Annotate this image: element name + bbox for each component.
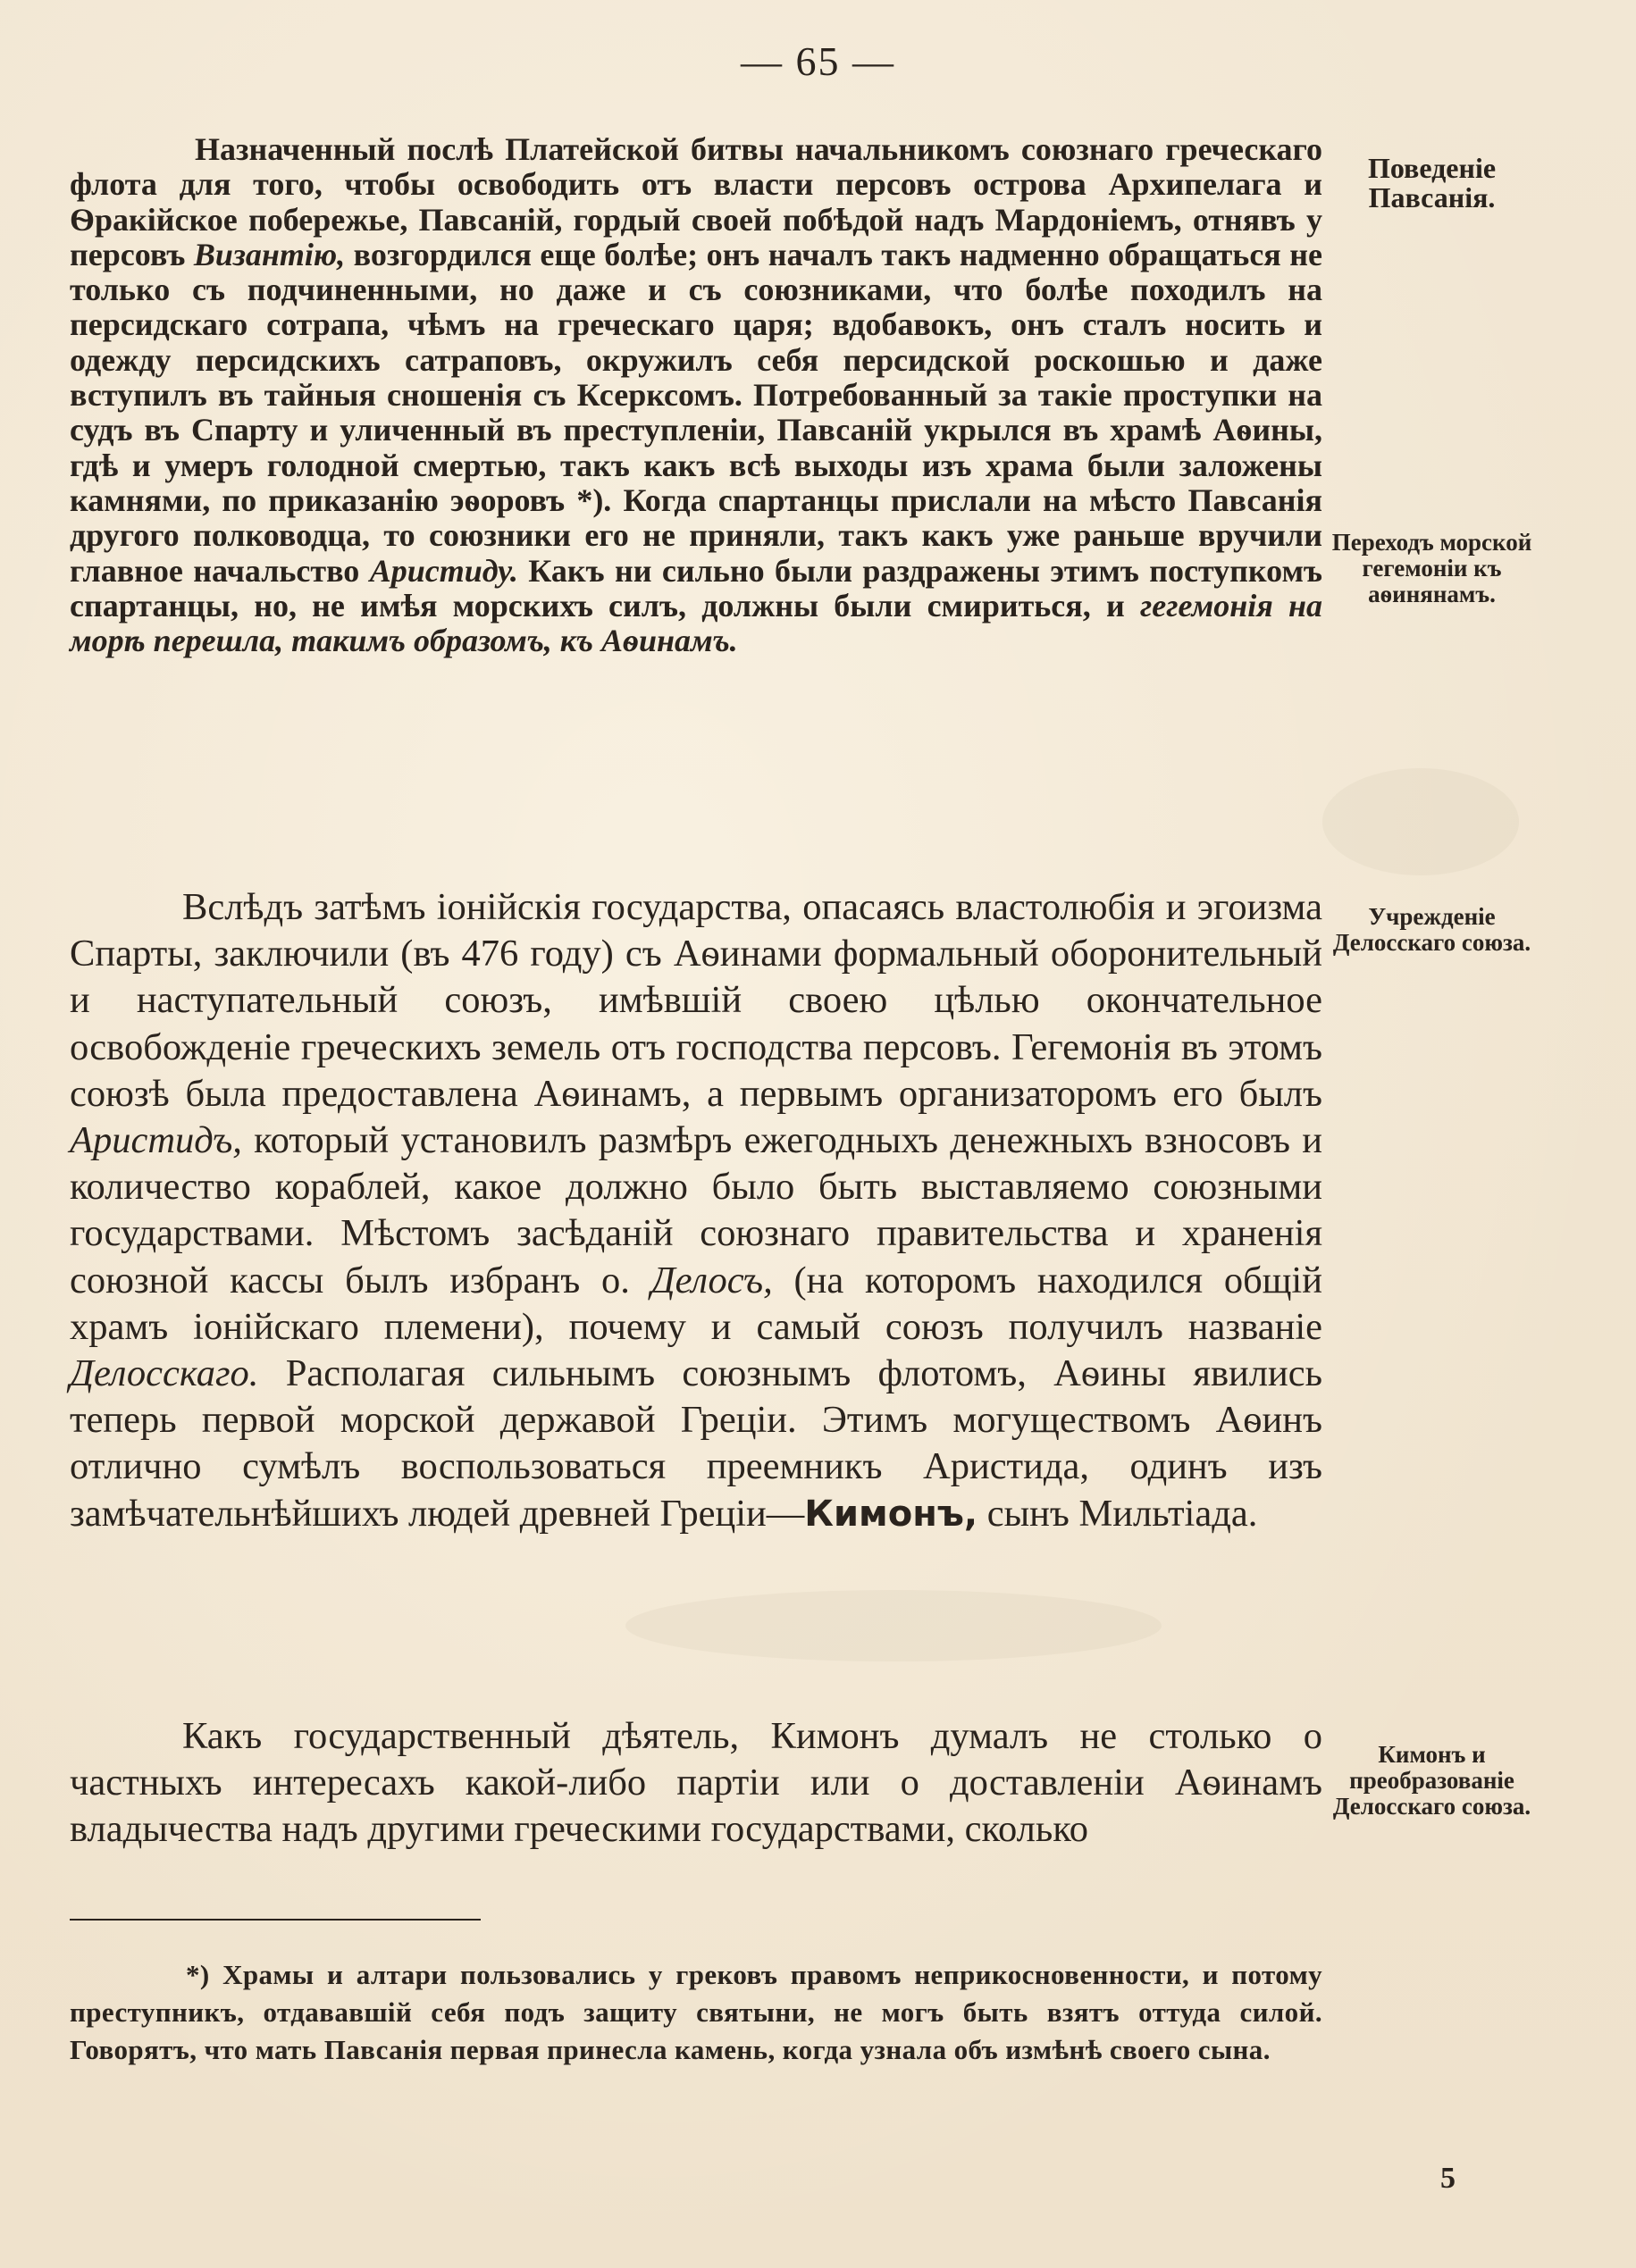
paper-stain	[1322, 768, 1519, 875]
text-run: который установилъ размѣръ ежегодныхъ денежныхъ взносовъ и количество кораблей, какое должно было быть выставляемо союзными государствами. Мѣстомъ засѣданій союзнаго правительства и храненія союзной кассы былъ избранъ о.	[70, 1119, 1322, 1301]
italic-term: Аристиду.	[369, 552, 518, 589]
footnote: *) Храмы и алтари пользовались у грековъ правомъ неприкосновенности, и потому преступникъ, отдававшій себя подъ защиту святыни, не могъ быть взятъ оттуда силой. Говорятъ, что мать Павсанія первая принесла камень, когда узнала объ измѣнѣ своего сына.	[70, 1959, 1322, 2065]
text-run: Назначенный послѣ Платейской битвы начальникомъ союзнаго греческаго флота для того, чтобы освободить отъ власти персовъ острова Архипелага и Ѳракійское побережье, Павсаній, гордый своей побѣдой надъ Мардоніемъ, отнявъ у персовъ	[70, 131, 1322, 272]
paragraph-kimon: Какъ государственный дѣятель, Кимонъ думалъ не столько о частныхъ интересахъ какой-либо партіи или о доставленіи Аѳинамъ владычества надъ другими греческими государствами, сколько	[70, 1715, 1322, 1850]
margin-note-delian-league: Учрежденіе Делосскаго союза.	[1332, 903, 1531, 956]
italic-term: Византію,	[193, 236, 346, 272]
italic-term: Аристидъ,	[70, 1119, 242, 1162]
paragraph-delian-league	[70, 884, 1322, 1537]
text-run: (на которомъ находился общій храмъ іонійскаго племени), почему и самый союзъ получилъ названіе	[70, 1259, 1322, 1348]
margin-note-hegemony: Переходъ морской гегемоніи къ аѳинянамъ.	[1331, 529, 1532, 607]
italic-term: Делосскаго.	[70, 1352, 259, 1395]
text-run: сынъ Мильтіада.	[977, 1492, 1258, 1535]
signature-mark: 5	[1440, 2162, 1456, 2195]
italic-term: Делосъ,	[650, 1259, 773, 1301]
footnote-rule	[70, 1919, 481, 1921]
italic-term: гегемонія на морѣ перешла, такимъ образомъ, къ Аѳинамъ.	[70, 587, 1322, 659]
margin-note-kimon: Кимонъ и преобразованіе Делосскаго союза.	[1332, 1741, 1531, 1820]
bold-name: Кимонъ,	[804, 1493, 978, 1535]
text-run: Располагая сильнымъ союзнымъ флотомъ, Аѳины явились теперь первой морской державой Греціи. Этимъ могуществомъ Аѳинъ отлично сумѣлъ воспользоваться преемникъ Аристида, одинъ изъ замѣчательнѣйшихъ людей древней Греціи—	[70, 1352, 1322, 1535]
page-number: — 65 —	[741, 38, 895, 84]
text-run: Какъ ни сильно были раздражены этимъ поступкомъ спартанцы, но, не имѣя морскихъ силъ, должны были смириться, и	[70, 552, 1323, 623]
text-run: Вслѣдъ затѣмъ іонійскія государства, опасаясь властолюбія и эгоизма Спарты, заключили (въ 476 году) съ Аѳинами формальный оборонительный и наступательный союзъ, имѣвшій своею цѣлью окончательное освобожденіе греческихъ земель отъ господства персовъ. Гегемонія въ этомъ союзѣ была предоставлена Аѳинамъ, а первымъ организаторомъ его былъ	[70, 886, 1322, 1115]
paragraph-pausanias	[70, 132, 1322, 658]
paper-stain	[625, 1590, 1162, 1661]
margin-note-pausanias: Поведеніе Павсанія.	[1367, 152, 1497, 213]
text-run: возгордился еще болѣе; онъ началъ такъ надменно обращаться не только съ подчиненными, но даже и съ союзниками, что болѣе походилъ на персидскаго сотрапа, чѣмъ на греческаго царя; вдобавокъ, онъ сталъ носить и одежду персидскихъ сатраповъ, окружилъ себя персидской роскошью и даже вступилъ въ тайныя сношенія съ Ксерксомъ. Потребованный за такіе проступки на судъ въ Спарту и уличенный въ преступленіи, Павсаній укрылся въ храмѣ Аѳины, гдѣ и умеръ голодной смертью, такъ какъ всѣ выходы изъ храма были заложены камнями, по приказанію эѳоровъ *). Когда спартанцы прислали на мѣсто Павсанія другого полководца, то союзники его не приняли, такъ какъ уже раньше вручили главное начальство	[70, 236, 1322, 589]
